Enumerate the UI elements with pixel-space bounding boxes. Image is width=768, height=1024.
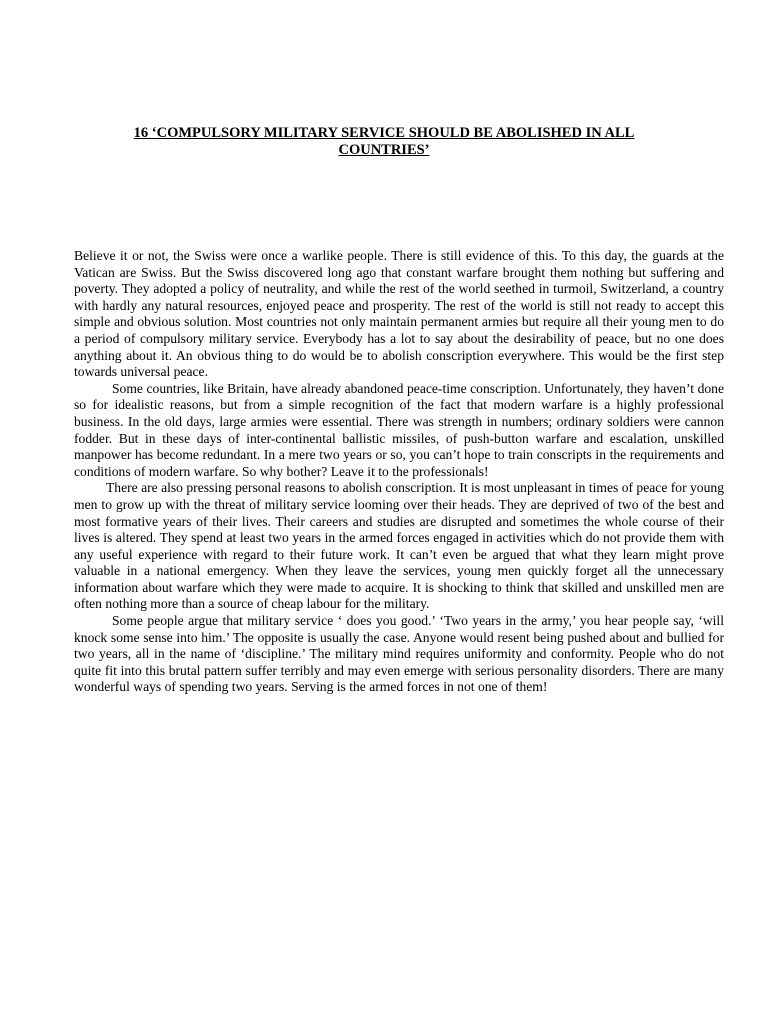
essay-body	[74, 248, 724, 696]
paragraph-4: Some people argue that military service ‘ does you good.’ ‘Two years in the army,’ you hear people say, ‘will knock some sense into him.’ The opposite is usually the case. Anyone would resent being pushed about and bullied for two years, all in the name of ‘discipline.’ The military mind requires uniformity and conformity. People who do not quite fit into this brutal pattern suffer terribly and may even emerge with serious personality disorders. There are many wonderful ways of spending two years. Serving is the armed forces in not one of them!	[74, 613, 724, 695]
paragraph-1: Believe it or not, the Swiss were once a warlike people. There is still evidence of this. To this day, the guards at the Vatican are Swiss. But the Swiss discovered long ago that constant warfare brought them nothing but suffering and poverty. They adopted a policy of neutrality, and while the rest of the world seethed in turmoil, Switzerland, a country with hardly any natural resources, enjoyed peace and prosperity. The rest of the world is still not ready to accept this simple and obvious solution. Most countries not only maintain permanent armies but require all their young men to do a period of compulsory military service. Everybody has a lot to say about the desirability of peace, but no one does anything about it. An obvious thing to do would be to abolish conscription everywhere. This would be the first step towards universal peace.	[74, 248, 724, 380]
essay-title: 16 ‘COMPULSORY MILITARY SERVICE SHOULD BE ABOLISHED IN ALL COUNTRIES’	[133, 125, 635, 158]
paragraph-2: Some countries, like Britain, have already abandoned peace-time conscription. Unfortunately, they haven’t done so for idealistic reasons, but from a simple recognition of the fact that modern warfare is a highly professional business. In the old days, large armies were essential. There was strength in numbers; ordinary soldiers were cannon fodder. But in these days of inter-continental ballistic missiles, of push-button warfare and escalation, unskilled manpower has become redundant. In a mere two years or so, you can’t hope to train conscripts in the requirements and conditions of modern warfare. So why bother? Leave it to the professionals!	[74, 380, 724, 479]
paragraph-3: There are also pressing personal reasons to abolish conscription. It is most unpleasant in times of peace for young men to grow up with the threat of military service looming over their heads. They are deprived of two of the best and most formative years of their lives. Their careers and studies are disrupted and sometimes the whole course of their lives is altered. They spend at least two years in the armed forces engaged in activities which do not provide them with any useful experience with regard to their future work. It can’t even be argued that what they learn might prove valuable in a national emergency. When they leave the services, young men quickly forget all the unnecessary information about warfare which they were made to acquire. It is shocking to think that skilled and unskilled men are often nothing more than a source of cheap labour for the military.	[74, 480, 724, 612]
